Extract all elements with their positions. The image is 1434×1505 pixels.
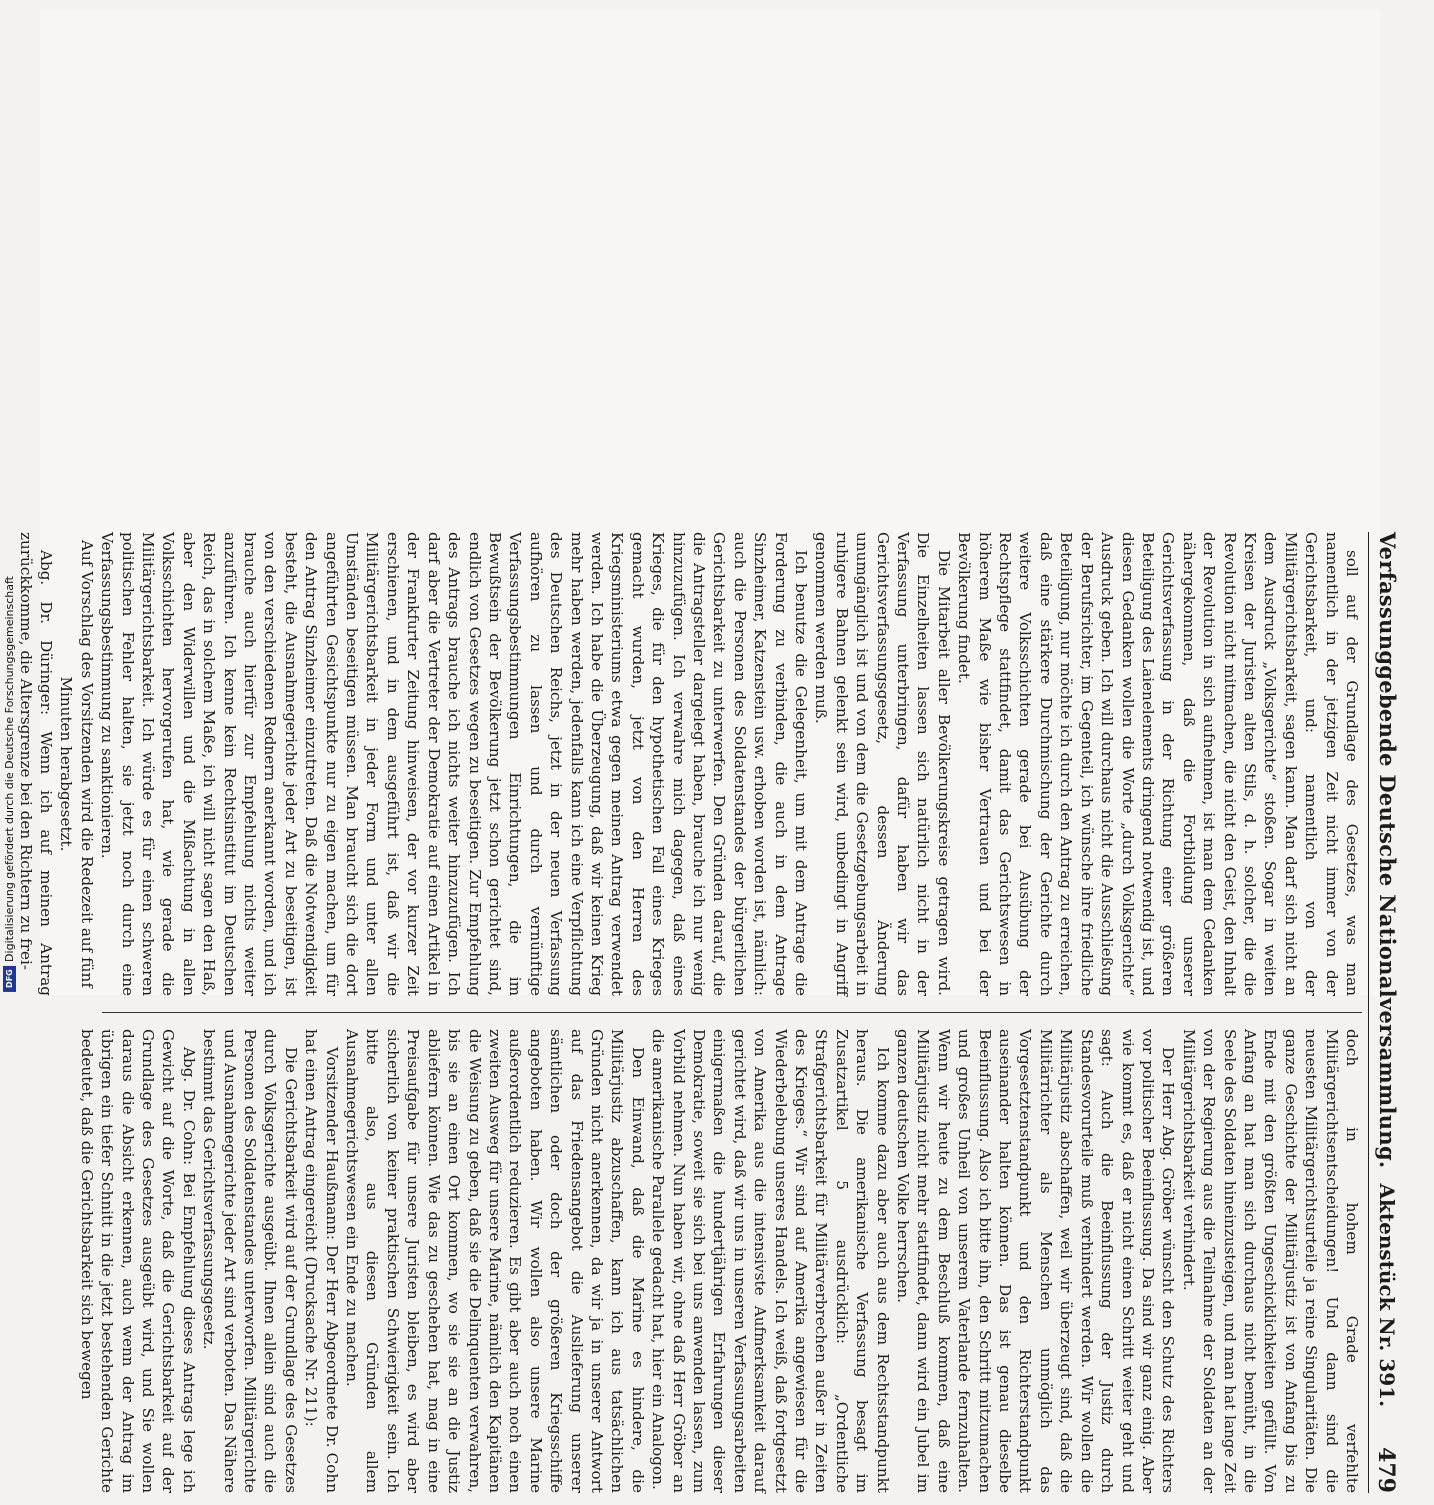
paragraph: Ich benutze die Gelegenheit, um mit dem Antrage die Forderung zu verbinden, die auch in dem Antrage Sinzheimer, Katzenstein usw. erhoben worden ist, nämlich: auch die Personen des Soldatenstandes der bürgerlichen Gerichtsbarkeit zu unterwerfen. Den Gründen darauf, die die Antragsteller dargelegt haben, brauche ich nur wenig hinzuzufügen. Ich verwahre mich dagegen, daß eines Krieges, die für den hypothetischen Fall eines Krieges gemacht wurden, jetzt von den Herren des Kriegsministeriums etwa gegen meinen Antrag verwendet werden. Ich habe die Überzeugung, daß wir keinen Krieg mehr haben werden, jedenfalls kann ich eine Verpflichtung des Deutschen Reichs, jetzt in der neuen Verfassung aufhören zu lassen und durch vernünftige Verfassungsbestimmungen Einrichtungen, die im Bewußtsein der Bevölkerung jetzt schon gerichtet sind, endlich von Gesetzes wegen zu beseitigen. Zur Empfehlung des Antrags brauche ich nichts weiter hinzuzufügen. Ich darf aber die Vertreter der Demokratie auf einen Artikel in der Frankfurter Zeitung hinweisen, der vor kurzer Zeit erschienen, und in dem ausgeführt ist, daß wir die Militärgerichtsbarkeit in jeder Form und unter allen Umständen beseitigen müssen. Man braucht sich die dort angeführten Gesichtspunkte nur zu eigen machen, um für den Antrag Sinzheimer einzutreten. Daß die Notwendigkeit besteht, die Ausnahmegerichte jeder Art zu beseitigen, ist von den verschiedenen Rednern anerkannt worden, und ich brauche auch hierfür zur Empfehlung nichts weiter anzuführen. Ich kenne kein Rechtsinstitut im Deutschen Reich, das in solchem Maße, ich will nicht sagen den Haß, aber den Widerwillen und die Mißachtung in allen Volksschichten hervorgerufen hat, wie gerade die Militärgerichtsbarkeit. Ich würde es für einen schweren politischen Fehler halten, sie jetzt noch durch eine Verfassungsbestimmung zu sanktionieren. bbox=[98, 532, 811, 996]
paragraph: Die Gerichtsbarkeit wird auf der Grundlage des Gesetzes durch Volksgerichte ausgeübt. Ihnen allein sind auch die Personen des Soldatenstandes unterworfen. Militärgerichte und Ausnahmegerichte jeder Art sind verboten. Das Nähere bestimmt das Gerichtsverfassungsgesetz. bbox=[200, 1029, 300, 1493]
header-title: Verfassunggebende Deutsche Nationalversammlung. bbox=[1375, 532, 1400, 1169]
right-column bbox=[77, 1029, 1362, 1493]
page-content-rotated bbox=[16, 520, 1410, 1505]
paragraph: Abg. Dr. Düringer: Wenn ich auf meinen Antrag zurückkomme, die Altersgrenze bei den Richtern zu frei- bbox=[16, 532, 55, 996]
dfg-logo: DFG bbox=[3, 966, 16, 992]
paragraph: Vorsitzender Haußmann: Der Herr Abgeordnete Dr. Cohn hat einen Antrag eingereicht (Drucksache Nr. 211): bbox=[302, 1029, 341, 1493]
column-divider bbox=[102, 1012, 1362, 1013]
paragraph: Ich komme dazu aber auch aus dem Rechtsstandpunkt heraus. Die amerikanische Verfassung besagt im Zusatzartikel 5 ausdrücklich: „Ordentliche Strafgerichtsbarkeit für Militärverbrechen außer in Zeiten des Krieges.“ Wir sind auf Amerika angewiesen für die Wiederbelebung unseres Handels. Ich weiß, daß fortgesetzt von Amerika aus die intensivste Aufmerksamkeit darauf gerichtet wird, daß wir uns in unseren Verfassungsarbeiten einigermaßen die hundertjährigen Erfahrungen dieser Demokratie, soweit sie sich bei uns anwenden lassen, zum Vorbild nehmen. Nun haben wir, ohne daß Herr Gröber an die amerikanische Parallele gedacht hat, hier ein Analogon. bbox=[649, 1029, 892, 1493]
page-header bbox=[1368, 532, 1400, 1493]
paragraph: soll auf der Grundlage des Gesetzes, was man namentlich in der jetzigen Zeit nicht immer von der Gerichtsbarkeit, und: namentlich von der Militärgerichtsbarkeit, sagen kann. Man darf sich nicht an dem Ausdruck „Volksgerichte“ stoßen. Sogar in weiten Kreisen der Juristen alten Stils, d. h. solcher, die die Revolution nicht mitmachen, die nicht den Geist, den Inhalt der Revolution in sich aufnehmen, ist man dem Gedanken nähergekommen, daß die Fortbildung unserer Gerichtsverfassung in der Richtung einer größeren Beteiligung des Laienelements dringend notwendig ist, und diesen Gedanken wollen die Worte „durch Volksgerichte“ Ausdruck geben. Ich will durchaus nicht die Ausschließung der Berufsrichter, im Gegenteil, ich wünsche ihre friedliche Beteiligung, nur möchte ich durch den Antrag zu erreichen, daß eine stärkere Durchmischung der Gerichte durch weitere Volksschichten gerade bei Ausübung der Rechtspflege stattfindet, damit das Gerichtswesen in höherem Maße wie bisher Vertrauen und bei der Bevölkerung findet. bbox=[955, 532, 1361, 996]
paragraph: Die Mitarbeit aller Bevölkerungskreise getragen wird. Die Einzelheiten lassen sich natürlich nicht in der Verfassung unterbringen, dafür haben wir das Gerichtsverfassungsgesetz, dessen Änderung unumgänglich ist und von dem die Gesetzgebungsarbeit in ruhigere Bahnen gelenkt sein wird, unbedingt in Angriff genommen werden muß. bbox=[812, 532, 953, 996]
page-number: 479 bbox=[1373, 1447, 1399, 1493]
paragraph: Den Einwand, daß die Marine es hindere, die Militärjustiz abzuschaffen, kann ich aus tatsächlichen Gründen nicht anerkennen, da wir ja in unserer Antwort auf das Friedensangebot die Auslieferung unserer sämtlichen oder doch der größeren Kriegsschiffe angeboten haben. Wir wollen also unsere Marine außerordentlich reduzieren. Es gibt aber auch noch einen zweiten Ausweg für unsere Marine, nämlich den Kapitänen die Weisung zu geben, daß sie die Delinquenten verwahren, bis sie an einen Ort kommen, wo sie sie an die Justiz abliefern können. Wie das zu geschehen hat, mag in eine Preisaufgabe für unsere Juristen bleiben, es wird aber sicherlich von keiner praktischen Schwierigkeit sein. Ich bitte also, aus diesen Gründen allem Ausnahmegerichtswesen ein Ende zu machen. bbox=[343, 1029, 647, 1493]
document-reference: Aktenstück Nr. 391. bbox=[1375, 1183, 1399, 1408]
left-column bbox=[16, 532, 1362, 996]
paragraph: Der Herr Abg. Gröber wünscht den Schutz des Richters vor politischer Beeinflussung. Da sind wir ganz einig. Aber wie kommt es, daß er nicht einen Schritt weiter geht und sagt: Auch die Beeinflussung der Justiz durch Standesvorurteile muß verhindert werden. Wir wollen die Militärjustiz abschaffen, weil wir überzeugt sind, daß die Militärrichter als Menschen unmöglich das Vorgesetztenstandpunkt und den Richterstandpunkt auseinander halten können. Das ist genau dieselbe Beeinflussung. Also ich bitte ihn, den Schritt mitzumachen und großes Unheil von unserem Vaterlande fernzuhalten. Wenn wir heute zu dem Beschluß kommen, daß eine Militärjustiz nicht mehr stattfindet, dann wird ein Jubel im ganzen deutschen Volke herrschen. bbox=[894, 1029, 1178, 1493]
credit-text: Digitalisierung gefördert durch die Deutsche Forschungsgemeinschaft bbox=[3, 576, 16, 962]
scanned-page bbox=[16, 10, 1400, 1493]
paragraph: Auf Vorschlag des Vorsitzenden wird die Redezeit auf fünf Minuten herabgesetzt. bbox=[57, 540, 96, 988]
paragraph: Abg. Dr. Cohn: Bei Empfehlung dieses Antrags lege ich Gewicht auf die Worte, daß die Gerichtsbarkeit auf der Grundlage des Gesetzes ausgeübt wird, und Sie wollen daraus die Absicht erkennen, auch wenn der Antrag im übrigen ein tiefer Schnitt in die jetzt bestehenden Gerichte bedeutet, daß die Gerichtsbarkeit sich bewegen bbox=[77, 1029, 198, 1493]
paragraph: doch in hohem Grade verfehlte Militärgerichtsentscheidungen! Und dann sind die neuesten Militärgerichtsurteile ja reine Singularitäten. Die ganze Geschichte der Militärjustiz ist von Anfang bis zu Ende mit den größten Ungeschicklichkeiten gefüllt. Von Anfang an hat man sich durchaus nicht bemüht, in die Seele des Soldaten hineinzusteigen, und man hat lange Zeit von der Regierung aus die Teilnahme der Soldaten an der Militärgerichtsbarkeit verhindert. bbox=[1179, 1029, 1361, 1493]
digitization-credit bbox=[3, 576, 16, 992]
